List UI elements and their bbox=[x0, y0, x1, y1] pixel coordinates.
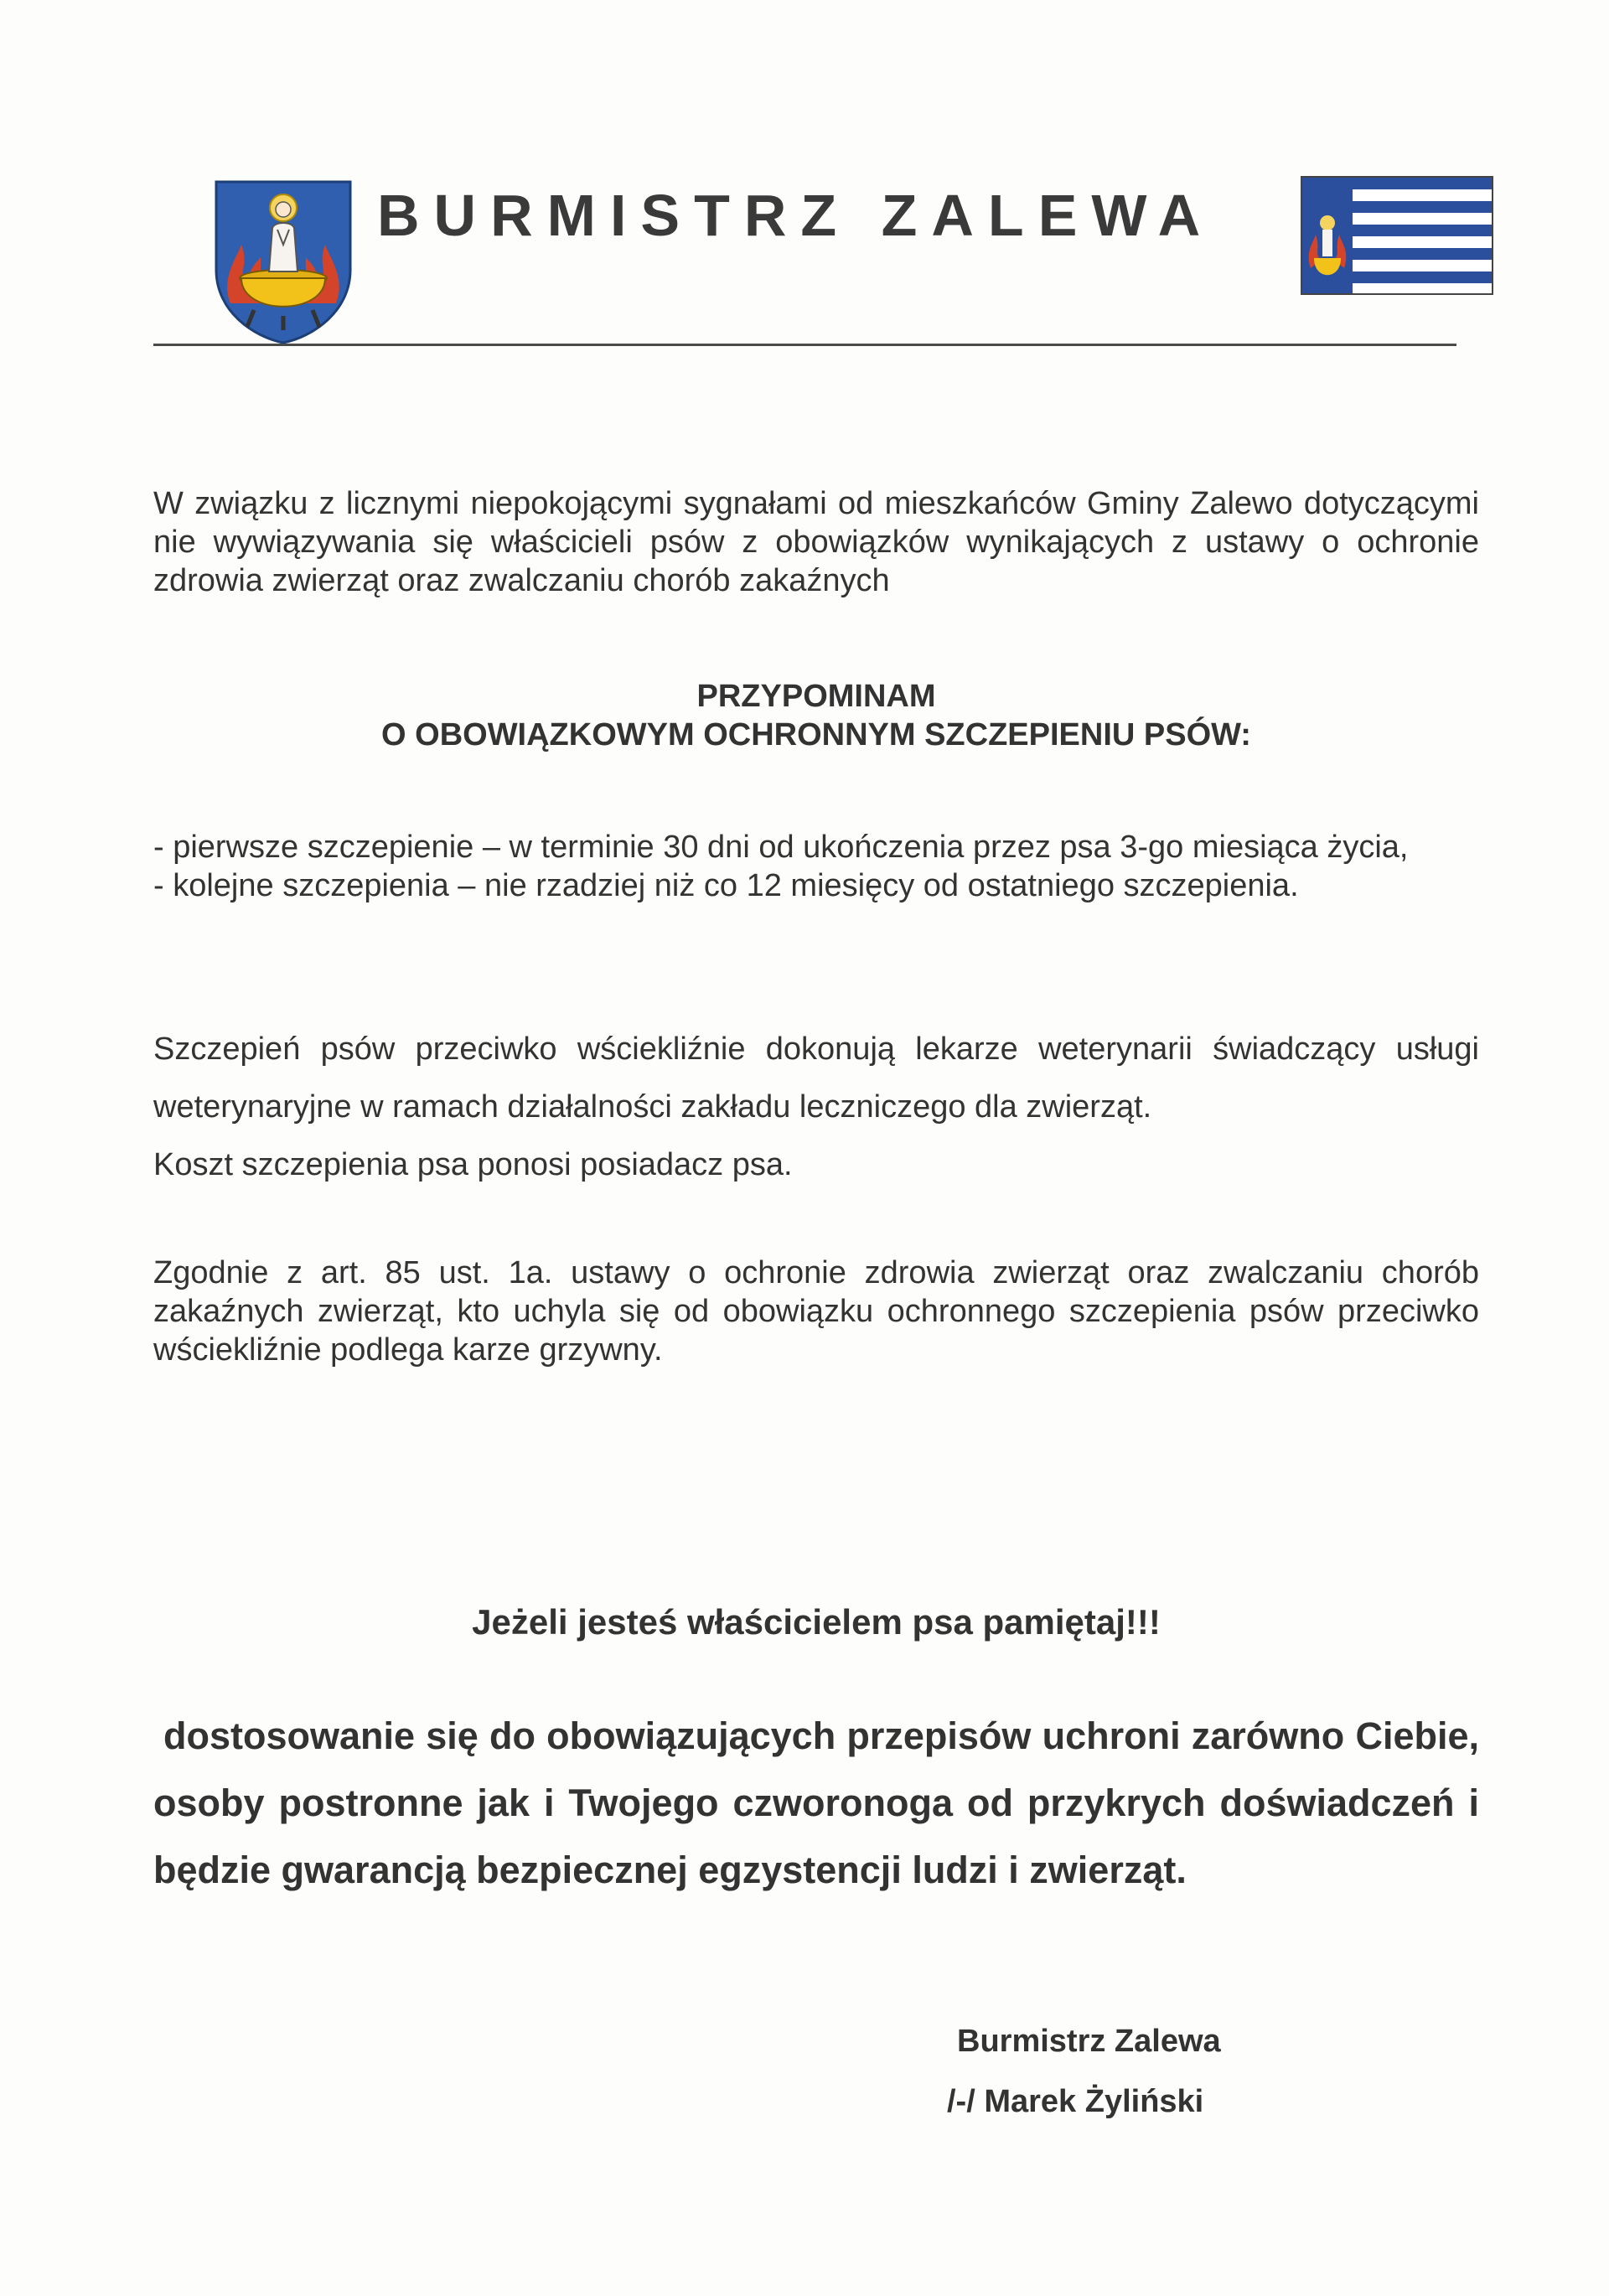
intro-paragraph: W związku z licznymi niepokojącymi sygnałami od mieszkańców Gminy Zalewo dotyczącymi nie wywiązywania się właścicieli psów z obowiązków wynikających z ustawy o ochronie zdrowia zwierząt oraz zwalczaniu chorób zakaźnych bbox=[153, 486, 1479, 598]
letterhead-title: BURMISTRZ ZALEWA bbox=[377, 183, 1215, 248]
signature-name: /-/ Marek Żyliński bbox=[947, 2084, 1204, 2119]
list-item: - kolejne szczepienia – nie rzadziej niż co 12 miesięcy od ostatniego szczepienia. bbox=[153, 868, 1299, 903]
header-rule bbox=[153, 344, 1456, 346]
headline-line-2: O OBOWIĄZKOWYM OCHRONNYM SZCZEPIENIU PSÓW: bbox=[381, 717, 1251, 752]
closing-paragraph: dostosowanie się do obowiązujących przepisów uchroni zarówno Ciebie, osoby postronne jak i Twojego czworonoga od przykrych doświadczeń i będzie gwarancją bezpiecznej egzystencji ludzi i zwierząt. bbox=[153, 1714, 1479, 1891]
headline bbox=[153, 677, 1479, 754]
vaccination-providers: Szczepień psów przeciwko wściekliźnie dokonują lekarze weterynarii świadczący usługi weterynaryjne w ramach działalności zakładu leczniczego dla zwierząt. bbox=[153, 1032, 1479, 1125]
headline-line-1: PRZYPOMINAM bbox=[696, 679, 936, 714]
signature-block bbox=[922, 2011, 1341, 2132]
vaccination-paragraph bbox=[153, 1021, 1479, 1194]
zalewo-coat-of-arms-icon bbox=[212, 178, 354, 345]
list-item: - pierwsze szczepienie – w terminie 30 dni od ukończenia przez psa 3-go miesiąca życia, bbox=[153, 830, 1409, 865]
law-paragraph: Zgodnie z art. 85 ust. 1a. ustawy o ochronie zdrowia zwierząt oraz zwalczaniu chorób zakaźnych zwierząt, kto uchyla się od obowiązku ochronnego szczepienia psów przeciwko wściekliźnie podlega karze grzywny. bbox=[153, 1255, 1479, 1368]
reminder-title: Jeżeli jesteś właścicielem psa pamiętaj!!! bbox=[472, 1602, 1161, 1642]
signature-role: Burmistrz Zalewa bbox=[957, 2024, 1221, 2059]
vaccination-schedule-list bbox=[153, 828, 1479, 905]
vaccination-cost: Koszt szczepienia psa ponosi posiadacz psa. bbox=[153, 1147, 793, 1182]
zalewo-flag-icon bbox=[1301, 176, 1493, 295]
